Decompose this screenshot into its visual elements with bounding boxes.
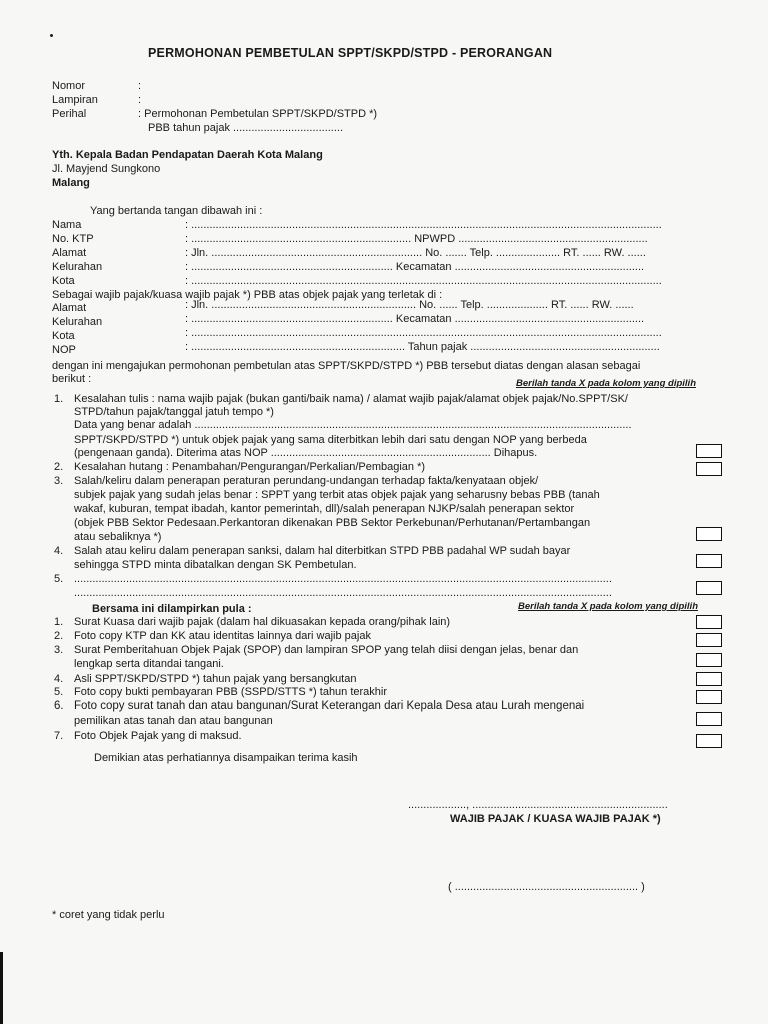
reason-1-checkbox[interactable] xyxy=(696,444,722,458)
attachment-6-line2: pemilikan atas tanah dan atau bangunan xyxy=(74,715,273,727)
attachment-2-checkbox[interactable] xyxy=(696,633,722,647)
attachment-5-checkbox[interactable] xyxy=(696,690,722,704)
object-kota-label: Kota xyxy=(52,330,75,342)
attachment-6-checkbox[interactable] xyxy=(696,712,722,726)
reason-2-checkbox[interactable] xyxy=(696,462,722,476)
attachment-7: Foto Objek Pajak yang di maksud. xyxy=(74,730,242,742)
ktp-field[interactable]: : ........................................................................ NPWPD .............................................................. xyxy=(185,233,648,245)
scan-speck xyxy=(50,34,53,37)
reason-1-number: 1. xyxy=(54,393,64,405)
reason-4-line2: sehingga STPD minta dibatalkan dengan SK Pembetulan. xyxy=(74,559,357,571)
attach-intro: Bersama ini dilampirkan pula : xyxy=(92,603,252,615)
object-alamat-label: Alamat xyxy=(52,302,87,314)
reason-5-line2[interactable]: ................................................................................................................................................................................ xyxy=(74,587,612,599)
reason-3-line4: (objek PBB Sektor Pedesaan.Perkantoran dikenakan PBB Sektor Perkebunan/Perhutanan/Pertambangan xyxy=(74,517,591,529)
reason-4-number: 4. xyxy=(54,545,64,557)
reason-5-number: 5. xyxy=(54,573,64,585)
perihal-label: Perihal xyxy=(52,108,87,120)
perihal-year: PBB tahun pajak .................................... xyxy=(148,122,344,134)
alamat-field[interactable]: : Jln. ..................................................................... No. ....... Telp. ..................... RT. ...... RW. ...... xyxy=(185,247,646,259)
choose-hint: Berilah tanda X pada kolom yang dipilih xyxy=(516,378,697,389)
attachment-5-number: 5. xyxy=(54,686,64,698)
attachment-1-number: 1. xyxy=(54,616,64,628)
nop-label: NOP xyxy=(52,344,76,356)
attachment-6: Foto copy surat tanah dan atau bangunan/Surat Keterangan dari Kepala Desa atau Lurah mengenai xyxy=(74,700,585,712)
reason-3-line3: wakaf, kuburan, tempat ibadah, kantor pemerintah, dll)/salah penerapan NJKP/salah penerapan sektor xyxy=(74,503,575,515)
attachment-7-number: 7. xyxy=(54,730,64,742)
footnote: * coret yang tidak perlu xyxy=(52,909,165,921)
place-date-field[interactable]: ..................., ................................................................ xyxy=(408,799,668,811)
reason-5-line1[interactable]: ................................................................................................................................................................................ xyxy=(74,573,612,585)
nomor-value: : xyxy=(138,80,142,92)
attach-hint: Berilah tanda X pada kolom yang dipilih xyxy=(518,601,699,612)
reason-3-number: 3. xyxy=(54,475,64,487)
kota-field[interactable]: : .......................................................................................................................................................... xyxy=(185,275,662,287)
reason-1-line4: SPPT/SKPD/STPD *) untuk objek pajak yang sama diterbitkan lebih dari satu dengan NOP yang berbeda xyxy=(74,434,587,446)
object-alamat-field[interactable]: : Jln. ................................................................... No. ...... Telp. .................... RT. ...... RW. ...... xyxy=(185,299,634,311)
closing-text: Demikian atas perhatiannya disampaikan terima kasih xyxy=(94,752,358,764)
ktp-label: No. KTP xyxy=(52,233,94,245)
nama-field[interactable]: : .......................................................................................................................................................... xyxy=(185,219,662,231)
reason-1-line3[interactable]: Data yang benar adalah ............................................................................................................................................... xyxy=(74,419,632,431)
attachment-6-number: 6. xyxy=(54,700,64,712)
lampiran-label: Lampiran xyxy=(52,94,98,106)
reason-2-line1: Kesalahan hutang : Penambahan/Pengurangan/Perkalian/Pembagian *) xyxy=(74,461,426,473)
reason-3-line5: atau sebaliknya *) xyxy=(74,531,162,543)
attachment-3-line2: lengkap serta ditandai tangani. xyxy=(74,658,224,670)
recipient-line2: Jl. Mayjend Sungkono xyxy=(52,163,161,175)
reason-1-line2: STPD/tahun pajak/tanggal jatuh tempo *) xyxy=(74,406,274,418)
perihal-value: : Permohonan Pembetulan SPPT/SKPD/STPD *) xyxy=(138,108,378,120)
reason-1-line1: Kesalahan tulis : nama wajib pajak (bukan ganti/baik nama) / alamat wajib pajak/alamat objek pajak/No.SPPT/SK/ xyxy=(74,393,628,405)
scan-edge-bar xyxy=(0,952,3,1024)
nama-label: Nama xyxy=(52,219,82,231)
attachment-5: Foto copy bukti pembayaran PBB (SSPD/STTS *) tahun terakhir xyxy=(74,686,388,698)
object-intro: Sebagai wajib pajak/kuasa wajib pajak *) PBB atas objek pajak yang terletak di : xyxy=(52,289,443,301)
object-kelurahan-field[interactable]: : .................................................................. Kecamatan .............................................................. xyxy=(185,313,645,325)
attachment-1: Surat Kuasa dari wajib pajak (dalam hal dikuasakan kepada orang/pihak lain) xyxy=(74,616,451,628)
reason-1-line5: (pengenaan ganda). Diterima atas NOP ........................................................................ Dihapus. xyxy=(74,447,538,459)
signature-role: WAJIB PAJAK / KUASA WAJIB PAJAK *) xyxy=(450,813,661,825)
kota-label: Kota xyxy=(52,275,75,287)
request-line1: dengan ini mengajukan permohonan pembetulan atas SPPT/SKPD/STPD *) PBB tersebut diatas dengan alasan sebagai xyxy=(52,360,641,372)
nop-field[interactable]: : ...................................................................... Tahun pajak .............................................................. xyxy=(185,341,660,353)
recipient-line1: Yth. Kepala Badan Pendapatan Daerah Kota Malang xyxy=(52,149,323,161)
lampiran-value: : xyxy=(138,94,142,106)
reason-3-line2: subjek pajak yang sudah jelas benar : SPPT yang terbit atas objek pajak yang seharusny bebas PBB (tanah xyxy=(74,489,600,501)
nomor-label: Nomor xyxy=(52,80,86,92)
attachment-3-number: 3. xyxy=(54,644,64,656)
alamat-label: Alamat xyxy=(52,247,87,259)
signature-name-field[interactable]: ( ............................................................ ) xyxy=(448,881,645,893)
attachment-4: Asli SPPT/SKPD/STPD *) tahun pajak yang bersangkutan xyxy=(74,673,357,685)
recipient-line3: Malang xyxy=(52,177,90,189)
reason-4-checkbox[interactable] xyxy=(696,554,722,568)
object-kota-field[interactable]: : .......................................................................................................................................................... xyxy=(185,327,662,339)
form-title: PERMOHONAN PEMBETULAN SPPT/SKPD/STPD - PERORANGAN xyxy=(148,46,553,60)
attachment-3-checkbox[interactable] xyxy=(696,653,722,667)
kelurahan-label: Kelurahan xyxy=(52,261,103,273)
attachment-4-checkbox[interactable] xyxy=(696,672,722,686)
attachment-4-number: 4. xyxy=(54,673,64,685)
attachment-7-checkbox[interactable] xyxy=(696,734,722,748)
reason-4-line1: Salah atau keliru dalam penerapan sanksi, dalam hal diterbitkan STPD PBB padahal WP sudah bayar xyxy=(74,545,571,557)
reason-5-checkbox[interactable] xyxy=(696,581,722,595)
reason-3-checkbox[interactable] xyxy=(696,527,722,541)
request-line2: berikut : xyxy=(52,373,92,385)
reason-2-number: 2. xyxy=(54,461,64,473)
object-kelurahan-label: Kelurahan xyxy=(52,316,103,328)
reason-3-line1: Salah/keliru dalam penerapan peraturan perundang-undangan terhadap fakta/kenyataan objek/ xyxy=(74,475,539,487)
attachment-2-number: 2. xyxy=(54,630,64,642)
attachment-1-checkbox[interactable] xyxy=(696,615,722,629)
intro-text: Yang bertanda tangan dibawah ini : xyxy=(90,205,263,217)
kelurahan-field[interactable]: : .................................................................. Kecamatan .............................................................. xyxy=(185,261,645,273)
attachment-2: Foto copy KTP dan KK atau identitas lainnya dari wajib pajak xyxy=(74,630,371,642)
attachment-3: Surat Pemberitahuan Objek Pajak (SPOP) dan lampiran SPOP yang telah diisi dengan jelas, benar dan xyxy=(74,644,579,656)
